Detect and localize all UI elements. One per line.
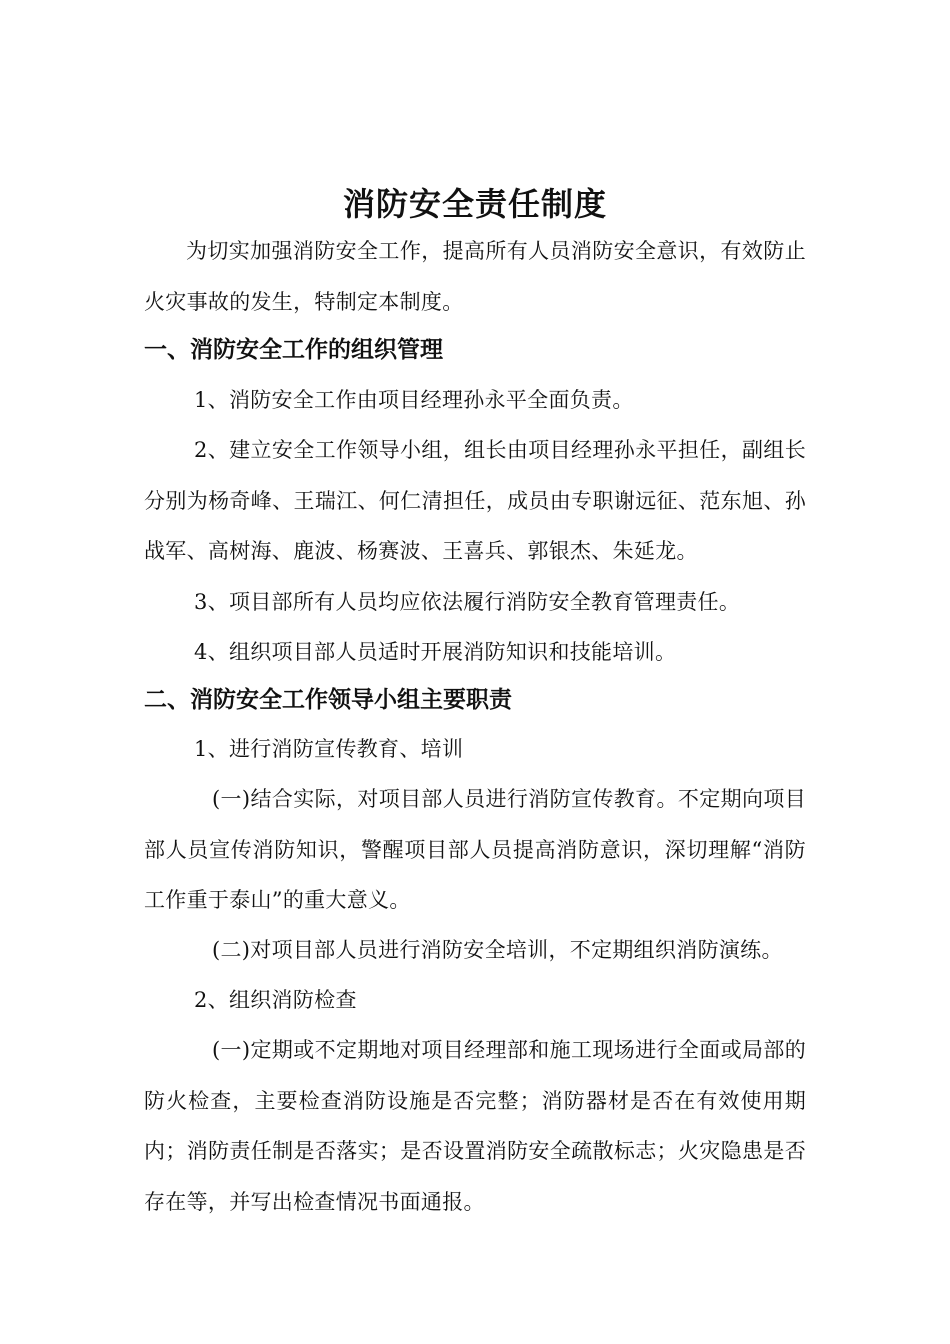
section1-item-3: 3、项目部所有人员均应依法履行消防安全教育管理责任。 [194, 590, 741, 614]
section2-item-1b: (二)对项目部人员进行消防安全培训，不定期组织消防演练。 [212, 938, 783, 962]
intro-paragraph: 为切实加强消防安全工作，提高所有人员消防安全意识，有效防止火灾事故的发生，特制定本制度。 [144, 239, 806, 314]
section2-item-2: 2、组织消防检查 [194, 988, 357, 1012]
section1-item-4: 4、组织项目部人员适时开展消防知识和技能培训。 [194, 640, 677, 664]
section2-item-1: 1、进行消防宣传教育、培训 [194, 737, 464, 761]
section1-item-1: 1、消防安全工作由项目经理孙永平全面负责。 [194, 388, 634, 412]
section2-heading: 二、消防安全工作领导小组主要职责 [144, 687, 512, 713]
section1-heading: 一、消防安全工作的组织管理 [144, 337, 443, 363]
section2-item-1a: (一)结合实际，对项目部人员进行消防宣传教育。不定期向项目部人员宣传消防知识，警醒项目部人员提高消防意识，深切理解“消防工作重于泰山”的重大意义。 [144, 787, 806, 912]
section1-item-2: 2、建立安全工作领导小组，组长由项目经理孙永平担任，副组长分别为杨奇峰、王瑞江、何仁清担任，成员由专职谢远征、范东旭、孙战军、高树海、鹿波、杨赛波、王喜兵、郭银杰、朱延龙。 [144, 438, 806, 563]
section2-item-2a: (一)定期或不定期地对项目经理部和施工现场进行全面或局部的防火检查，主要检查消防设施是否完整；消防器材是否在有效使用期内；消防责任制是否落实；是否设置消防安全疏散标志；火灾隐患是否存在等，并写出检查情况书面通报。 [144, 1038, 806, 1214]
document-title: 消防安全责任制度 [342, 185, 607, 223]
